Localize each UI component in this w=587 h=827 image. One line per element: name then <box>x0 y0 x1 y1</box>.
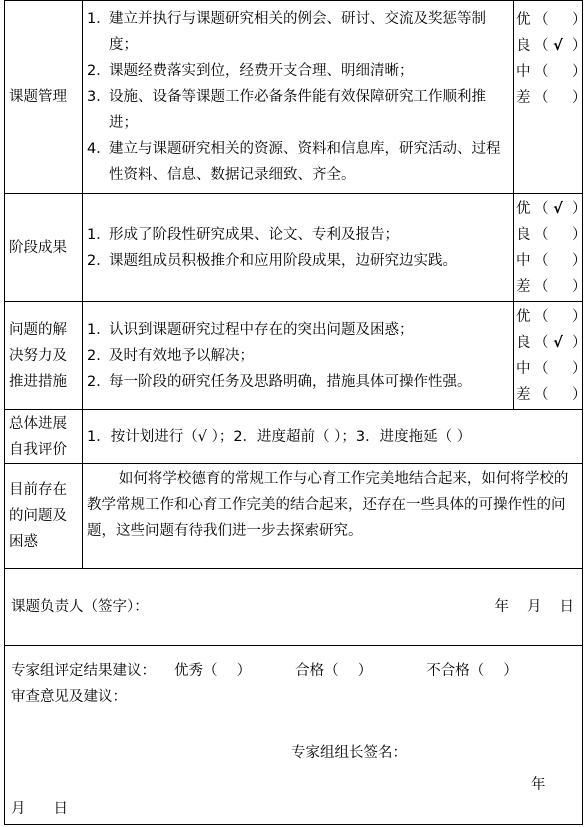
check-mark <box>544 382 572 408</box>
check-mark: √ <box>553 334 563 351</box>
row-label-achievement: 阶段成果 <box>5 194 83 302</box>
grade-poor[interactable]: 差 （ ） <box>516 382 582 408</box>
row-label-management: 课题管理 <box>5 1 83 194</box>
row-content-problem <box>83 302 514 410</box>
expert-result <box>11 658 578 684</box>
signature-cell <box>5 569 583 646</box>
check-mark <box>544 7 572 33</box>
list-item: 2． 课题经费落实到位，经费开支合理、明细清晰； <box>87 63 414 79</box>
check-mark <box>544 356 572 382</box>
row-content-management <box>83 1 514 194</box>
check-mark <box>544 274 572 300</box>
list-item: 3． 设施、设备等课题工作必备条件能有效保障研究工作顺利推进； <box>87 89 486 131</box>
signature-date: 年 月 日 <box>494 599 574 615</box>
row-label-issues: 目前存在的问题及困惑 <box>5 464 83 569</box>
row-content-progress: 1．按计划进行（√ ）；2．进度超前（ ）；3．进度拖延（ ） <box>83 410 583 464</box>
grade-good[interactable]: 良 （ ） <box>516 222 582 248</box>
grade-average[interactable]: 中 （ ） <box>516 248 582 274</box>
row-label-problem: 问题的解决努力及推进措施 <box>5 302 83 410</box>
check-mark <box>544 85 572 111</box>
grade-good[interactable]: 良 （ √ ） <box>516 33 582 59</box>
row-signature <box>5 569 583 646</box>
check-mark <box>544 248 572 274</box>
evaluation-table <box>4 0 587 825</box>
list-item: 2． 课题组成员积极推介和应用阶段成果，边研究边实践。 <box>87 252 457 269</box>
expert-result-label: 专家组评定结果建议： <box>11 663 156 679</box>
row-management <box>5 1 583 194</box>
list-item: 1． 形成了阶段性研究成果、论文、专利及报告； <box>87 226 399 243</box>
row-label-progress: 总体进展自我评价 <box>5 410 83 464</box>
list-item: 2． 每一阶段的研究任务及思路明确，措施具体可操作性强。 <box>87 373 472 390</box>
grades-achievement <box>514 194 587 302</box>
expert-cell <box>5 646 583 825</box>
expert-leader-label: 专家组组长签名： <box>291 745 407 761</box>
check-mark <box>544 59 572 85</box>
expert-year: 年 <box>531 777 546 793</box>
row-content-issues: 如何将学校德育的常规工作与心育工作完美地结合起来，如何将学校的教学常规工作和心育工作完美的结合起来，还存在一些具体的可操作性的问题，这些问题有待我们进一步去探索研究。 <box>83 464 583 569</box>
grade-excellent[interactable]: 优 （ ） <box>516 7 582 33</box>
expert-opinion-label: 审查意见及建议： <box>11 689 127 705</box>
option-pass[interactable]: 合格（ ） <box>295 663 373 679</box>
list-item: 4． 建立与课题研究相关的资源、资料和信息库，研究活动、过程性资料、信息、数据记录细致、齐全。 <box>87 141 501 183</box>
grade-poor[interactable]: 差 （ ） <box>516 85 582 111</box>
signature-label: 课题负责人（签字）： <box>11 599 149 615</box>
option-fail[interactable]: 不合格（ ） <box>426 663 518 679</box>
grade-average[interactable]: 中 （ ） <box>516 356 582 382</box>
expert-month-day: 月 日 <box>11 801 68 817</box>
row-issues <box>5 464 583 569</box>
grades-management <box>514 1 587 194</box>
check-mark <box>544 304 572 330</box>
row-expert <box>5 646 583 825</box>
evaluation-form <box>4 0 587 826</box>
option-excellent[interactable]: 优秀（ ） <box>174 663 252 679</box>
grade-excellent[interactable]: 优 （ √ ） <box>516 196 582 222</box>
grade-good[interactable]: 良 （ √ ） <box>516 330 582 356</box>
grades-problem <box>514 302 587 410</box>
row-content-achievement <box>83 194 514 302</box>
list-item: 2. 及时有效地予以解决； <box>87 347 254 364</box>
grade-poor[interactable]: 差 （ ） <box>516 274 582 300</box>
grade-excellent[interactable]: 优 （ ） <box>516 304 582 330</box>
list-item: 1． 认识到课题研究过程中存在的突出问题及困惑； <box>87 321 414 338</box>
check-mark: √ <box>553 200 563 217</box>
row-achievement <box>5 194 583 302</box>
check-mark: √ <box>553 38 563 54</box>
grade-average[interactable]: 中 （ ） <box>516 59 582 85</box>
list-item: 1． 建立并执行与课题研究相关的例会、研讨、交流及奖惩等制度； <box>87 11 486 53</box>
row-progress <box>5 410 583 464</box>
check-mark <box>544 222 572 248</box>
row-problem <box>5 302 583 410</box>
